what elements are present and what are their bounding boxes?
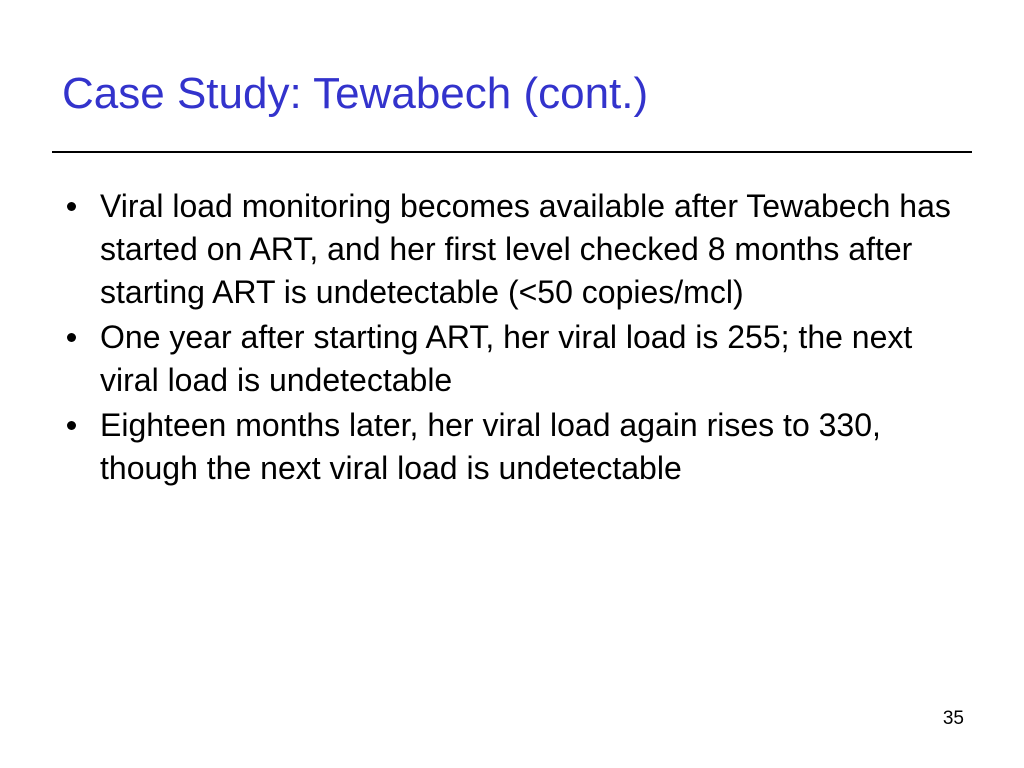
bullet-icon bbox=[64, 404, 78, 447]
bullet-item bbox=[62, 404, 962, 490]
bullet-list bbox=[62, 185, 962, 492]
page-number: 35 bbox=[942, 708, 964, 729]
bullet-icon bbox=[64, 185, 78, 228]
bullet-icon bbox=[64, 316, 78, 359]
title-divider bbox=[52, 151, 972, 153]
bullet-item bbox=[62, 185, 962, 314]
bullet-text: Eighteen months later, her viral load again rises to 330, though the next viral load is undetectable bbox=[100, 407, 881, 486]
bullet-text: One year after starting ART, her viral load is 255; the next viral load is undetectable bbox=[100, 319, 913, 398]
slide-title: Case Study: Tewabech (cont.) bbox=[62, 69, 649, 118]
bullet-text: Viral load monitoring becomes available after Tewabech has started on ART, and her first level checked 8 months after starting ART is undetectable (<50 copies/mcl) bbox=[100, 188, 951, 310]
bullet-item bbox=[62, 316, 962, 402]
